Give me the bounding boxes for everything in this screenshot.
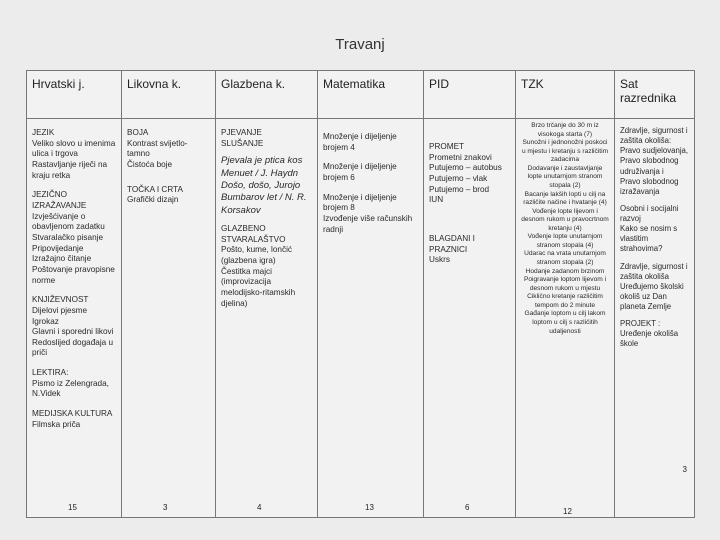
header-row: [27, 71, 695, 119]
cell-hrvatski: [27, 119, 122, 518]
glazbena-pjevanje: PJEVANJE SLUŠANJE: [221, 128, 264, 148]
hrvatski-lektira: LEKTIRA: Pismo iz Zelengrada, N.Videk: [32, 368, 109, 399]
cell-sat-razrednika: [615, 119, 695, 518]
pid-promet: PROMET Prometni znakovi Putujemo – autobus Putujemo – vlak Putujemo – brod IUN: [429, 142, 502, 205]
razrednik-hours: 3: [682, 465, 687, 474]
likovna-tocka-crta: TOČKA I CRTA Grafički dizajn: [127, 184, 183, 205]
cell-matematika: [318, 119, 424, 518]
glazbena-songs: Pjevala je ptica kos Menuet / J. Haydn Došo, došo, Jurojo Bumbarov let / N. R. Korsakov: [221, 155, 307, 216]
column-header-pid: PID: [424, 71, 516, 119]
content-row: [27, 119, 695, 518]
slide-title: Travanj: [335, 36, 385, 53]
likovna-hours: 3: [163, 503, 168, 512]
cell-tzk: [516, 119, 615, 518]
hrvatski-medijska-kultura: MEDIJSKA KULTURA Filmska priča: [32, 409, 112, 429]
column-header-tzk: TZK: [516, 71, 615, 119]
glazbena-hours: 4: [257, 503, 262, 512]
column-header-likovna: Likovna k.: [122, 71, 216, 119]
cell-glazbena: [216, 119, 318, 518]
razrednik-block-2: Osobni i socijalni razvoj Kako se nosim s vlastitim strahovima?: [620, 203, 679, 254]
column-header-matematika: Matematika: [318, 71, 424, 119]
razrednik-block-1: Zdravlje, sigurnost i zaštita okoliša: Pravo sudjelovanja, Pravo slobodnog udruživanja i Pravo slobodnog izražavanja: [620, 126, 689, 196]
matematika-topic-4: Množenje i dijeljenje brojem 4: [323, 132, 397, 152]
matematika-hours: 13: [365, 503, 374, 512]
razrednik-block-3: Zdravlje, sigurnost i zaštita okoliša Uređujemo školski okoliš uz Dan planeta Zemlje: [620, 261, 688, 311]
razrednik-projekt: PROJEKT : Uređenje okoliša škole: [620, 319, 679, 349]
column-header-hrvatski: Hrvatski j.: [27, 71, 122, 119]
monthly-plan-table: [26, 70, 695, 518]
tzk-hours: 12: [563, 507, 572, 516]
hrvatski-knjizevnost: KNJIŽEVNOST Dijelovi pjesme Igrokaz Glavni i sporedni likovi Redoslijed događaja u priči: [32, 295, 114, 358]
matematika-topic-6: Množenje i dijeljenje brojem 6: [323, 162, 397, 182]
tzk-content: Brzo trčanje do 30 m iz visokoga starta (7) Sunožni i jednonožni poskoci u mjestu i kretanju s različitim zadacima Dodavanje i zaustavljanje lopte unutarnjom stranom stopala (2) Bacanje lakših lopti u cilj na različite načine i hvatanje (4) Vođenje lopte lijevom i desnom rukom u pravocrtnom kretanju (4) Vođenje lopte unutarnjom stranom stopala (4) Udarac na vrata unutarnjom stranom stopala (2) Hodanje zadanom brzinom Poigravanje loptom lijevom i desnom rukom u mjestu Ciklično kretanje različitim tempom do 2 minute Gađanje loptom u cilj lakom loptom u cilj s različitih udaljenosti: [521, 122, 609, 335]
column-header-glazbena: Glazbena k.: [216, 71, 318, 119]
pid-blagdani: BLAGDANI I PRAZNICI Uskrs: [429, 233, 475, 265]
likovna-boja: BOJA Kontrast svijetlo-tamno Čistoća boje: [127, 128, 188, 169]
hrvatski-jezicno-izrazavanje: JEZIČNO IZRAŽAVANJE Izvješćivanje o obavljenom zadatku Stvaralačko pisanje Pripovijedanje Izražajno čitanje Poštovanje pravopisne norme: [32, 190, 115, 285]
cell-likovna: [122, 119, 216, 518]
column-header-sat-razrednika: Sat razrednika: [615, 71, 695, 119]
glazbena-stvaralastvo: GLAZBENO STVARALAŠTVO Pošto, kume, lončić (glazbena igra) Čestitka majci (improvizacija melodijsko-ritamskih djelina): [221, 224, 296, 308]
hrvatski-hours: 15: [68, 503, 77, 512]
cell-pid: [424, 119, 516, 518]
matematika-topic-8: Množenje i dijeljenje brojem 8 Izvođenje više računskih radnji: [323, 192, 413, 234]
pid-hours: 6: [465, 503, 470, 512]
hrvatski-jezik: JEZIK Veliko slovo u imenima ulica i trgova Rastavljanje riječi na kraju retka: [32, 128, 116, 180]
